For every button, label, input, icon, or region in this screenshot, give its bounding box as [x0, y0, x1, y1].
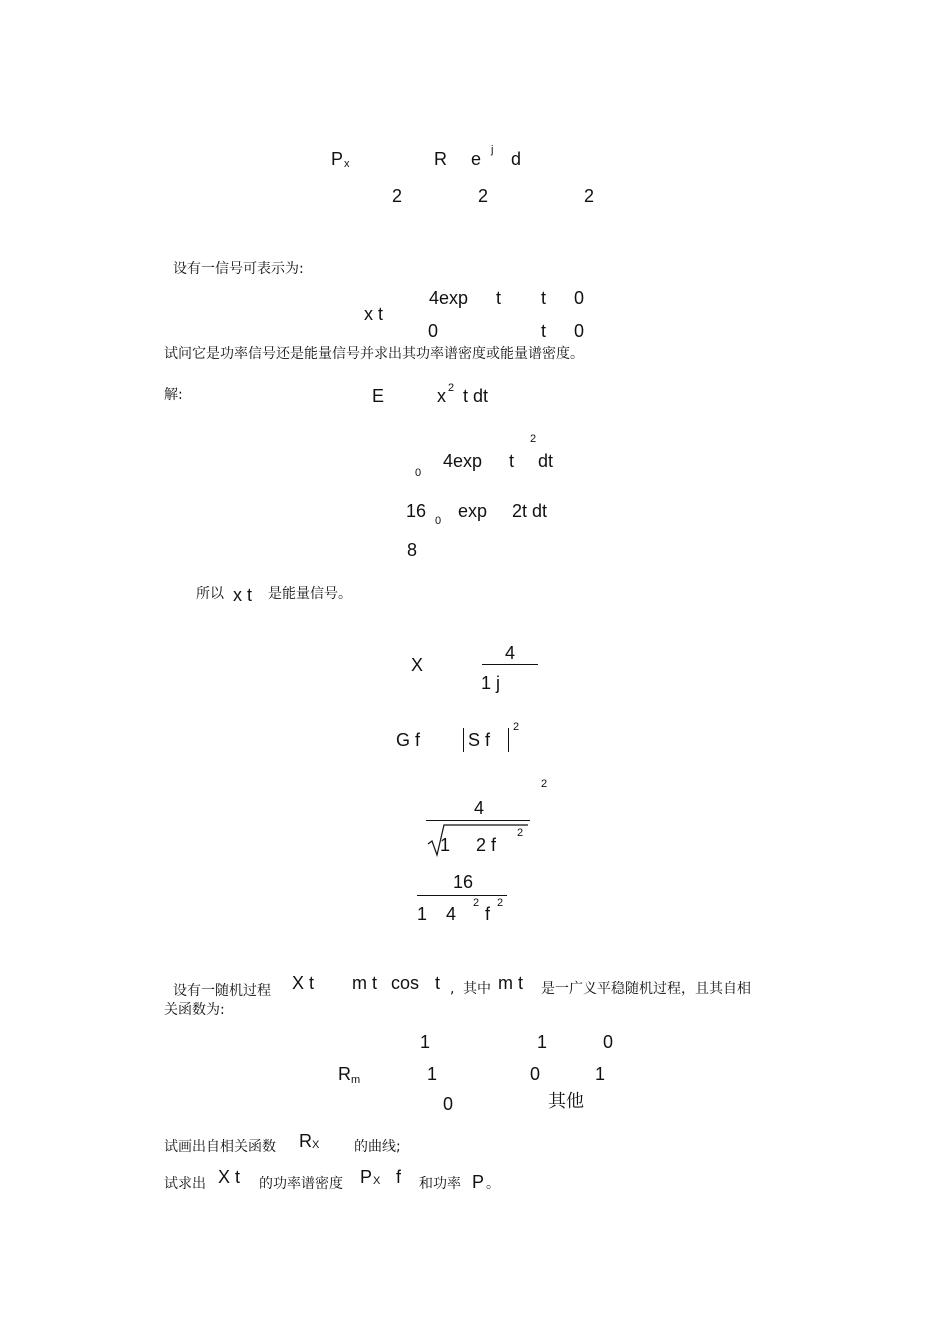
symbol-e: e	[471, 149, 482, 169]
symbol-p: P	[360, 1167, 373, 1187]
symbol-d: d	[511, 149, 522, 169]
lower-limit-0: 0	[415, 467, 422, 479]
signal-x-t: x t	[364, 304, 384, 324]
case-3-otherwise: 其他	[548, 1091, 584, 1112]
number-2: 2	[584, 186, 595, 206]
abs-bar-left	[463, 728, 464, 752]
question-1-suffix: 的曲线;	[354, 1139, 401, 1155]
energy-e: E	[372, 386, 385, 406]
conclusion-suffix: 是能量信号。	[268, 586, 352, 602]
question-2-mid: 的功率谱密度	[259, 1176, 343, 1192]
denominator-1: 1	[440, 835, 451, 855]
superscript-2: 2	[541, 778, 548, 790]
where-label: 其中	[463, 981, 491, 997]
process-m-t: m t	[352, 973, 377, 993]
case-2-cond-t: t	[541, 321, 547, 341]
process-description-cont: 关函数为:	[164, 1002, 225, 1018]
question-1-text: 试画出自相关函数	[164, 1139, 276, 1155]
superscript-2: 2	[517, 827, 524, 839]
solution-label: 解:	[164, 387, 183, 403]
line-3-exp: exp	[458, 501, 488, 521]
symbol-r: R	[299, 1131, 312, 1151]
subscript-x: x	[344, 158, 350, 170]
case-1-value: 1	[420, 1032, 431, 1052]
abs-bar-right	[508, 728, 509, 752]
case-2-cond-value: 0	[574, 321, 585, 341]
fraction-bar	[482, 664, 538, 665]
fraction-numerator: 4	[474, 798, 485, 818]
fraction-numerator: 16	[453, 872, 474, 892]
g-of-f: G f	[396, 730, 421, 750]
case-1-cond-t: t	[541, 288, 547, 308]
symbol-f: f	[396, 1167, 402, 1187]
lower-limit-0: 0	[435, 515, 442, 527]
denominator-f: f	[485, 904, 491, 924]
subscript-x: X	[373, 1175, 381, 1187]
case-2-bound: 0	[530, 1064, 541, 1084]
process-x-t: X t	[218, 1167, 241, 1187]
line-2-dt: dt	[538, 451, 554, 471]
fraction-denominator: 1 j	[481, 673, 501, 693]
case-1-bound: 1	[537, 1032, 548, 1052]
conclusion-x-t: x t	[233, 585, 253, 605]
fraction-numerator: 4	[505, 643, 516, 663]
number-2: 2	[392, 186, 403, 206]
problem-1-intro: 设有一信号可表示为:	[173, 261, 304, 277]
superscript-2: 2	[473, 897, 480, 909]
denominator-2f: 2 f	[476, 835, 497, 855]
superscript-2: 2	[448, 382, 455, 394]
integrand-t-dt: t dt	[463, 386, 489, 406]
superscript-2: 2	[513, 721, 520, 733]
energy-result: 8	[407, 540, 418, 560]
problem-1-question: 试问它是功率信号还是能量信号并求出其功率谱密度或能量谱密度。	[164, 346, 584, 362]
question-2-power-label: 和功率	[419, 1176, 461, 1192]
transform-x: X	[411, 655, 424, 675]
process-t: t	[435, 973, 441, 993]
fraction-bar	[417, 895, 507, 896]
line-3-2t-dt: 2t dt	[512, 501, 548, 521]
case-2-bound: 1	[595, 1064, 606, 1084]
superscript-2: 2	[497, 897, 504, 909]
subscript-m: m	[351, 1074, 361, 1086]
line-2-t: t	[509, 451, 515, 471]
superscript-2: 2	[530, 433, 537, 445]
question-2-text: 试求出	[164, 1176, 206, 1192]
s-of-f: S f	[468, 730, 491, 750]
process-m-t: m t	[498, 973, 523, 993]
case-3-value: 0	[443, 1094, 454, 1114]
case-2-value: 1	[427, 1064, 438, 1084]
comma: ,	[450, 981, 455, 997]
problem-2-intro: 设有一随机过程	[173, 983, 271, 999]
process-x-t: X t	[292, 973, 315, 993]
case-1-expression: 4exp	[429, 288, 469, 308]
number-2: 2	[478, 186, 489, 206]
fraction-bar	[426, 820, 530, 821]
symbol-p: P	[472, 1172, 485, 1192]
denominator-1: 1	[417, 904, 428, 924]
process-cos: cos	[391, 973, 420, 993]
process-description: 是一广义平稳随机过程，且其自相	[541, 981, 751, 997]
question-2-end: 。	[486, 1176, 500, 1192]
subscript-x: X	[312, 1139, 320, 1151]
superscript-j: j	[491, 144, 494, 156]
case-2-expression: 0	[428, 321, 439, 341]
symbol-p: P	[331, 149, 344, 169]
line-2-expression: 4exp	[443, 451, 483, 471]
line-3-coefficient: 16	[406, 501, 427, 521]
case-1-cond-value: 0	[574, 288, 585, 308]
case-1-bound: 0	[603, 1032, 614, 1052]
denominator-4: 4	[446, 904, 457, 924]
conclusion-prefix: 所以	[196, 586, 224, 602]
case-1-t: t	[496, 288, 502, 308]
symbol-r: R	[338, 1064, 351, 1084]
symbol-r: R	[434, 149, 447, 169]
integrand-x: x	[437, 386, 446, 406]
